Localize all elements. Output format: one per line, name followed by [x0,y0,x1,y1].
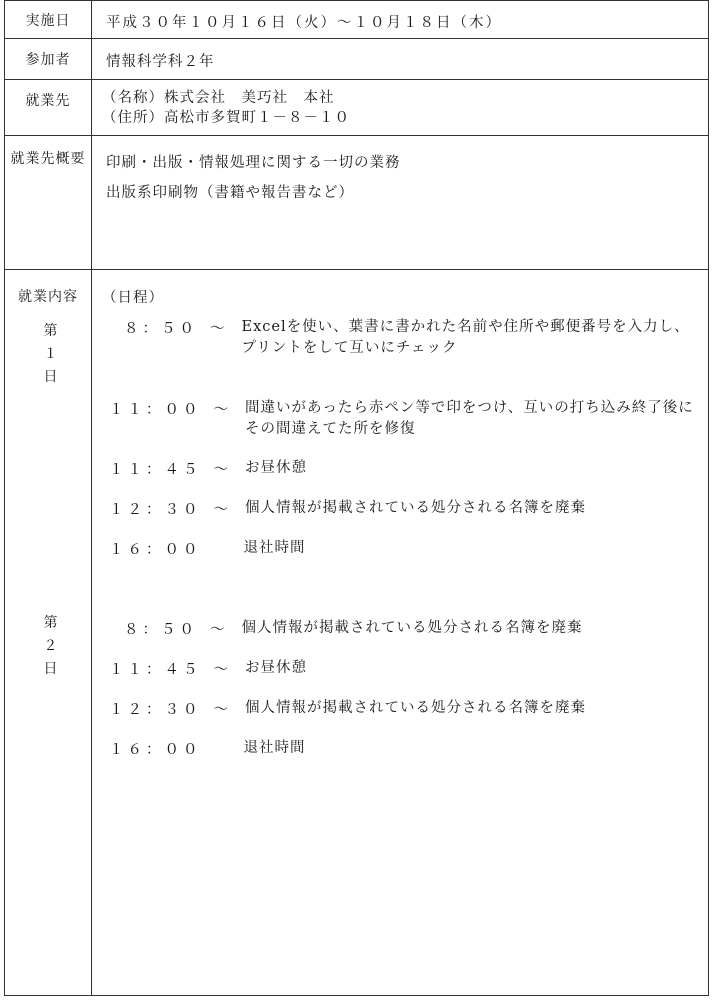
row-employer [5,80,709,136]
label-employer: 就業先 [25,93,71,109]
entry-line-1: 個人情報が掲載されている処分される名簿を廃棄 [241,620,583,636]
schedule-entry [109,698,586,719]
employer-name: （名称）株式会社 美巧社 本社 [102,90,335,106]
row-date [5,1,709,39]
day-1-label [41,320,61,389]
day-2-char-3: 日 [43,661,59,677]
label-participant: 参加者 [25,52,71,68]
entry-line-1: 個人情報が掲載されている処分される名簿を廃棄 [245,700,586,716]
row-overview [5,136,709,270]
entry-desc [245,498,586,519]
label-employer-cell [5,80,92,136]
label-overview-cell [5,136,92,270]
schedule-entry [124,618,583,639]
entry-tilde: ～ [213,662,229,678]
internship-report-table [4,0,709,996]
entry-time: １２：３０ [109,702,202,718]
schedule-entry [109,658,307,679]
entry-desc [242,618,583,639]
schedule-heading: （日程） [102,290,164,306]
entry-time: １１：４５ [109,462,202,478]
entry-tilde: ～ [213,402,229,418]
schedule-entry [109,738,306,759]
employer-address: （住所）高松市多賀町１－８－１０ [102,110,350,126]
value-date-cell [92,1,709,39]
entry-time: １１：４５ [109,662,202,678]
entry-line-1: 退社時間 [243,540,306,556]
entry-desc [244,738,306,759]
entry-line-1: お昼休憩 [245,660,307,676]
schedule-area [92,270,708,995]
overview-line-1: 印刷・出版・情報処理に関する一切の業務 [106,155,401,171]
label-overview: 就業先概要 [10,151,86,167]
value-overview-cell [92,136,709,270]
label-participant-cell [5,39,92,80]
label-date: 実施日 [25,12,71,29]
schedule-entry [109,538,306,559]
entry-time: １６：００ [109,542,202,558]
entry-tilde: ～ [213,502,229,518]
row-work [5,270,709,996]
entry-line-2: その間違えてた所を修復 [245,421,416,437]
label-date-cell [5,1,92,39]
entry-line-1: Excelを使い、葉書に書かれた名前や住所や郵便番号を入力し、 [241,319,690,335]
entry-tilde: ～ [210,622,226,638]
entry-line-2: プリントをして互いにチェック [241,340,458,356]
label-work-cell [5,270,92,996]
entry-tilde: ～ [213,462,229,478]
entry-time: １２：３０ [109,502,202,518]
value-participant-cell [92,39,709,80]
value-work-cell [92,270,709,996]
schedule-entry [124,317,690,359]
entry-line-1: 個人情報が掲載されている処分される名簿を廃棄 [245,500,586,516]
entry-desc [245,698,586,719]
overview-line-2: 出版系印刷物（書籍や報告書など） [106,185,354,201]
entry-time: ８：５０ [124,622,198,638]
entry-desc [245,458,307,479]
value-employer-cell [92,80,709,136]
schedule-entry [109,498,586,519]
entry-time: １６：００ [109,742,202,758]
value-date: 平成３０年１０月１６日（火）～１０月１８日（木） [106,15,502,31]
entry-time: １１：００ [109,402,202,418]
schedule-entry [109,458,307,479]
entry-desc [244,538,306,559]
value-participant: 情報科学科２年 [106,54,215,70]
entry-desc [242,317,690,359]
entry-desc [245,658,307,679]
row-participant [5,39,709,80]
day-1-char-1: 第 [43,323,59,339]
schedule-entry [109,398,694,440]
day-1-char-3: 日 [43,369,59,385]
entry-line-1: お昼休憩 [245,460,307,476]
entry-tilde: ～ [210,321,226,337]
entry-desc [245,398,694,440]
entry-time: ８：５０ [124,321,198,337]
day-2-char-2: ２ [43,638,59,654]
day-1-char-2: １ [43,346,59,362]
day-2-label [41,612,61,681]
entry-tilde: ～ [213,702,229,718]
entry-line-1: 間違いがあったら赤ペン等で印をつけ、互いの打ち込み終了後に [245,400,694,416]
entry-line-1: 退社時間 [243,740,306,756]
day-2-char-1: 第 [43,615,59,631]
label-work: 就業内容 [18,289,78,305]
